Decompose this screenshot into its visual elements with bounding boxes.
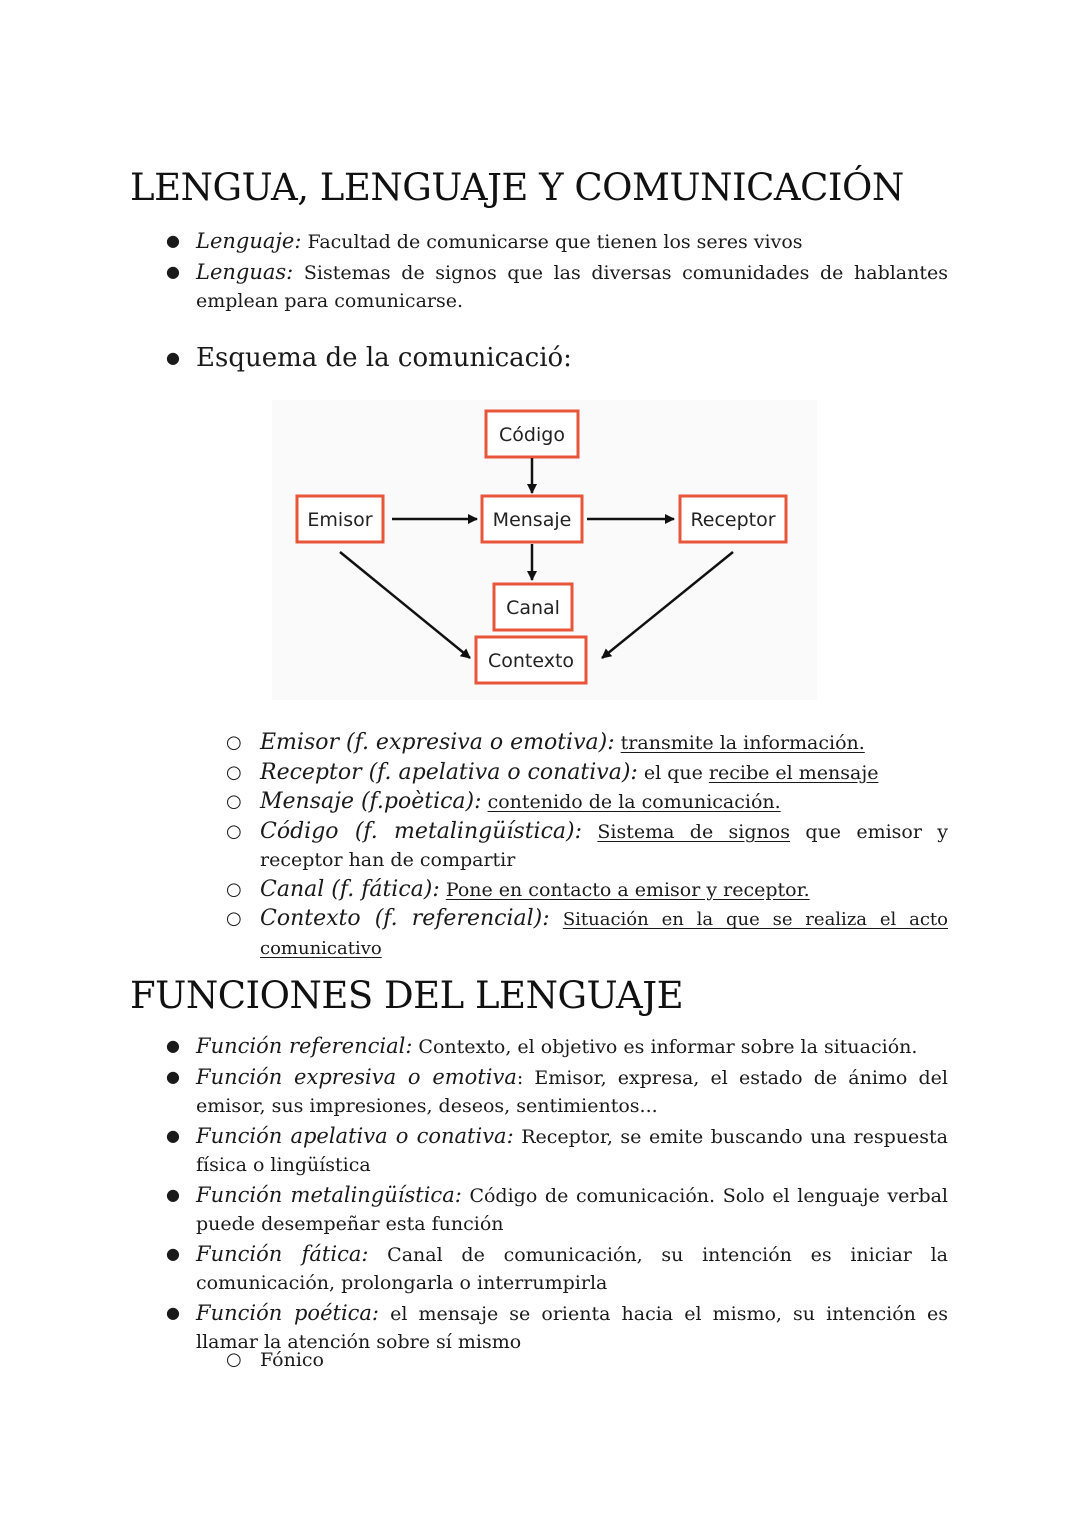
communication-diagram	[272, 400, 817, 700]
bullet-icon: ●	[166, 1125, 180, 1145]
circle-bullet-icon: ○	[226, 821, 242, 843]
bullet-icon: ●	[166, 1036, 180, 1055]
node-receptor	[680, 496, 786, 542]
list-item	[0, 340, 1080, 378]
section-title-lengua: LENGUA, LENGUAJE Y COMUNICACIÓN	[130, 166, 904, 209]
list-item: ● Función expresiva o emotiva: Emisor, expresa, el estado de ánimo del emisor, sus impresiones, deseos, sentimientos...	[166, 1064, 948, 1117]
functions-list	[0, 1032, 1080, 1357]
svg-text:Canal: Canal	[506, 597, 560, 619]
circle-bullet-icon: ○	[226, 761, 242, 783]
svg-text:Código: Código	[499, 424, 565, 446]
section-title-funciones: FUNCIONES DEL LENGUAJE	[130, 974, 684, 1017]
circle-bullet-icon: ○	[226, 908, 242, 930]
list-item: ● Función metalingüística: Código de comunicación. Solo el lenguaje verbal puede desempeñar esta función	[166, 1182, 949, 1235]
bullet-icon: ●	[166, 1066, 180, 1086]
circle-bullet-icon: ○	[226, 878, 242, 900]
bullet-icon: ●	[166, 231, 180, 250]
list-item: ● Lenguaje: Facultad de comunicarse que tienen los seres vivos	[0, 227, 1080, 257]
list-item: ● Función fática: Canal de comunicación, su intención es iniciar la comunicación, prolongarla o interrumpirla	[166, 1241, 949, 1294]
scheme-heading-list	[0, 340, 1080, 378]
list-item: ● Función poética: el mensaje se orienta hacia el mismo, su intención es llamar la atención sobre sí mismo	[166, 1300, 948, 1353]
node-mensaje	[482, 496, 582, 542]
bullet-icon: ●	[166, 1243, 180, 1263]
bullet-icon: ●	[166, 348, 180, 367]
circle-bullet-icon: ○	[226, 1349, 242, 1370]
bullet-icon: ●	[166, 1184, 180, 1204]
svg-text:Receptor: Receptor	[690, 509, 776, 531]
list-item: ○ Canal (f. fática): Pone en contacto a emisor y receptor.	[226, 876, 810, 902]
circle-bullet-icon: ○	[226, 732, 242, 753]
scheme-heading: Esquema de la comunicació:	[196, 343, 572, 373]
list-item: ● Función referencial: Contexto, el objetivo es informar sobre la situación.	[0, 1032, 1080, 1062]
list-item: ● Función apelativa o conativa: Receptor, se emite buscando una respuesta física o lingüística	[166, 1123, 948, 1176]
list-item: ○ Mensaje (f.poètica): contenido de la comunicación.	[226, 789, 781, 815]
svg-text:Contexto: Contexto	[487, 650, 575, 672]
list-item: ○ Fónico	[0, 1346, 1080, 1374]
bullet-icon: ●	[166, 261, 180, 281]
list-item: ○ Código (f. metalingüística): Sistema de signos que emisor y receptor han de compartir	[226, 819, 949, 872]
poetic-sublist	[0, 1346, 1080, 1374]
list-item: ○ Contexto (f. referencial): Situación en la que se realiza el acto comunicativo	[226, 906, 948, 960]
list-item: ● Lenguas: Sistemas de signos que las diversas comunidades de hablantes emplean para comunicarse.	[166, 259, 948, 312]
elements-list	[0, 729, 1080, 963]
bullet-icon: ●	[166, 1302, 180, 1322]
list-item: ○ Receptor (f. apelativa o conativa): el que recibe el mensaje	[226, 759, 879, 785]
node-canal	[494, 584, 572, 630]
definitions-list	[0, 227, 1080, 316]
node-codigo	[486, 411, 578, 457]
node-emisor	[297, 496, 383, 542]
list-item: ○ Emisor (f. expresiva o emotiva): transmite la información.	[226, 730, 865, 755]
svg-text:Emisor: Emisor	[307, 509, 373, 531]
svg-text:Mensaje: Mensaje	[492, 509, 572, 531]
node-contexto	[476, 637, 586, 683]
circle-bullet-icon: ○	[226, 791, 242, 813]
